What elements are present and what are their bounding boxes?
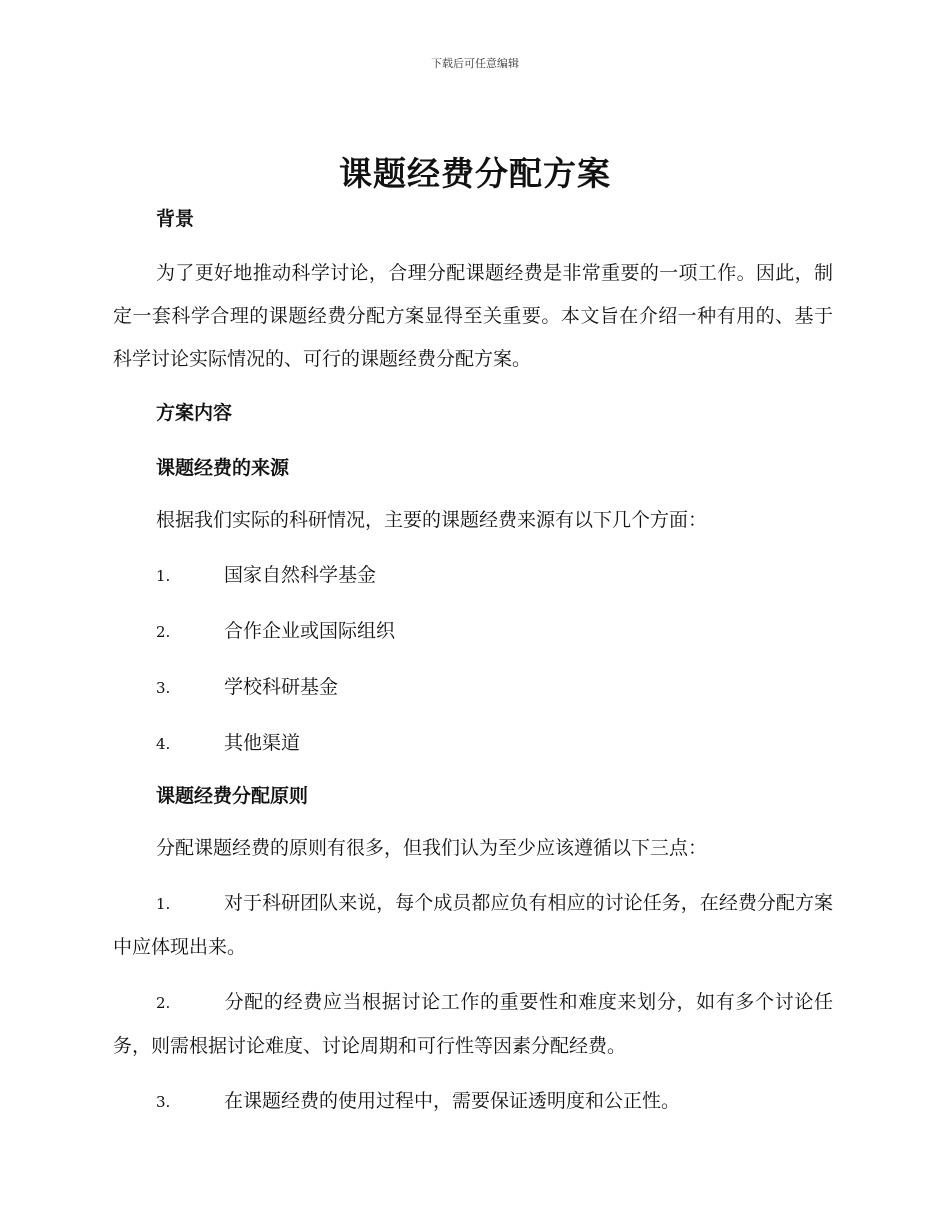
- sources-list: [113, 554, 833, 766]
- list-item-number: 1.: [156, 567, 171, 585]
- document-body: [113, 200, 833, 1124]
- list-item: [113, 981, 833, 1068]
- list-item-number: 1.: [156, 895, 171, 913]
- list-item-number: 2.: [156, 623, 171, 641]
- list-item-text: 学校科研基金: [224, 676, 339, 698]
- list-item: [113, 722, 833, 766]
- principles-intro: 分配课题经费的原则有很多，但我们认为至少应该遵循以下三点：: [156, 837, 708, 859]
- section-heading-principles: 课题经费分配原则: [156, 785, 309, 807]
- list-item-number: 3.: [156, 679, 171, 697]
- sources-intro: 根据我们实际的科研情况，主要的课题经费来源有以下几个方面：: [156, 509, 708, 531]
- section-heading-plan: 方案内容: [156, 402, 233, 424]
- principles-list: [113, 882, 833, 1124]
- list-item: [113, 554, 833, 598]
- list-item: [113, 666, 833, 710]
- section-heading-sources: 课题经费的来源: [156, 457, 290, 479]
- list-item-text: 对于科研团队来说，每个成员都应负有相应的讨论任务，在经费分配方案中应体现出来。: [113, 892, 833, 958]
- list-item-text: 在课题经费的使用过程中，需要保证透明度和公正性。: [224, 1090, 681, 1112]
- page-header: 下载后可任意编辑: [431, 57, 519, 70]
- list-item-number: 2.: [156, 994, 171, 1012]
- list-item-text: 分配的经费应当根据讨论工作的重要性和难度来划分，如有多个讨论任务，则需根据讨论难度、讨论周期和可行性等因素分配经费。: [113, 991, 833, 1057]
- list-item: [113, 882, 833, 969]
- list-item: [113, 610, 833, 654]
- section-heading-background: 背景: [156, 208, 195, 230]
- list-item-text: 其他渠道: [224, 732, 301, 754]
- list-item-text: 合作企业或国际组织: [224, 620, 396, 642]
- list-item-number: 4.: [156, 735, 171, 753]
- list-item-number: 3.: [156, 1093, 171, 1111]
- list-item-text: 国家自然科学基金: [224, 564, 377, 586]
- background-paragraph: 为了更好地推动科学讨论，合理分配课题经费是非常重要的一项工作。因此，制定一套科学合理的课题经费分配方案显得至关重要。本文旨在介绍一种有用的、基于科学讨论实际情况的、可行的课题经费分配方案。: [113, 262, 833, 370]
- document-title: 课题经费分配方案: [339, 154, 611, 193]
- list-item: [113, 1080, 833, 1124]
